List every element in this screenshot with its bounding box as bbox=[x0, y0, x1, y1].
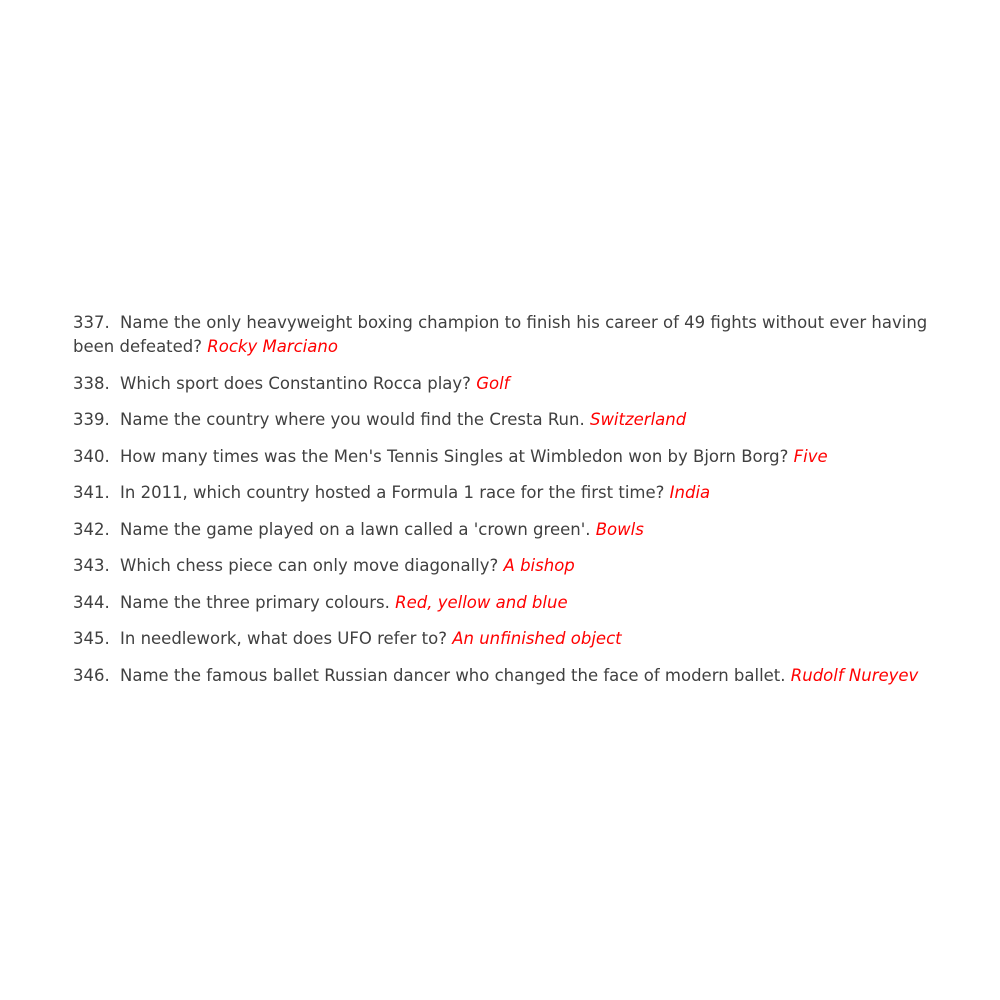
answer-text: Rocky Marciano bbox=[207, 337, 338, 356]
quiz-item bbox=[73, 664, 933, 688]
quiz-item bbox=[73, 591, 933, 615]
question-number: 344. bbox=[73, 592, 110, 612]
answer-text: Golf bbox=[476, 373, 510, 393]
answer-text: An unfinished object bbox=[452, 629, 622, 648]
question-text: Name the famous ballet Russian dancer who changed the face of modern ballet. bbox=[120, 665, 786, 685]
quiz-item bbox=[73, 554, 933, 578]
answer-text: A bishop bbox=[503, 556, 575, 575]
question-number: 338. bbox=[73, 373, 110, 393]
quiz-item bbox=[73, 372, 933, 396]
question-number: 346. bbox=[73, 665, 110, 685]
answer-text: Five bbox=[793, 446, 828, 466]
question-text: Name the country where you would find the Cresta Run. bbox=[120, 410, 585, 429]
quiz-item bbox=[73, 481, 933, 505]
answer-text: Rudolf Nureyev bbox=[790, 665, 919, 685]
question-number: 340. bbox=[73, 446, 110, 466]
quiz-item bbox=[73, 627, 933, 651]
quiz-item bbox=[73, 311, 933, 359]
answer-text: Switzerland bbox=[589, 410, 687, 429]
question-number: 341. bbox=[73, 483, 110, 502]
question-text: Name the three primary colours. bbox=[120, 592, 390, 612]
quiz-item bbox=[73, 518, 933, 542]
answer-text: Bowls bbox=[595, 519, 644, 539]
question-text: Name the game played on a lawn called a 'crown green'. bbox=[120, 519, 591, 539]
answer-text: Red, yellow and blue bbox=[395, 592, 568, 612]
question-text: Which sport does Constantino Rocca play? bbox=[120, 373, 471, 393]
question-text: Which chess piece can only move diagonally? bbox=[120, 556, 499, 575]
quiz-question-list bbox=[73, 311, 933, 700]
quiz-item bbox=[73, 445, 933, 469]
question-text: How many times was the Men's Tennis Singles at Wimbledon won by Bjorn Borg? bbox=[120, 446, 789, 466]
question-number: 345. bbox=[73, 629, 110, 648]
answer-text: India bbox=[669, 483, 711, 502]
question-number: 339. bbox=[73, 410, 110, 429]
question-text: In needlework, what does UFO refer to? bbox=[120, 629, 447, 648]
question-number: 337. bbox=[73, 313, 110, 332]
question-number: 342. bbox=[73, 519, 110, 539]
question-text: In 2011, which country hosted a Formula 1 race for the first time? bbox=[120, 483, 665, 502]
question-number: 343. bbox=[73, 556, 110, 575]
question-text: Name the only heavyweight boxing champion to finish his career of 49 fights without ever having been defeated? bbox=[73, 313, 928, 356]
quiz-item bbox=[73, 408, 933, 432]
